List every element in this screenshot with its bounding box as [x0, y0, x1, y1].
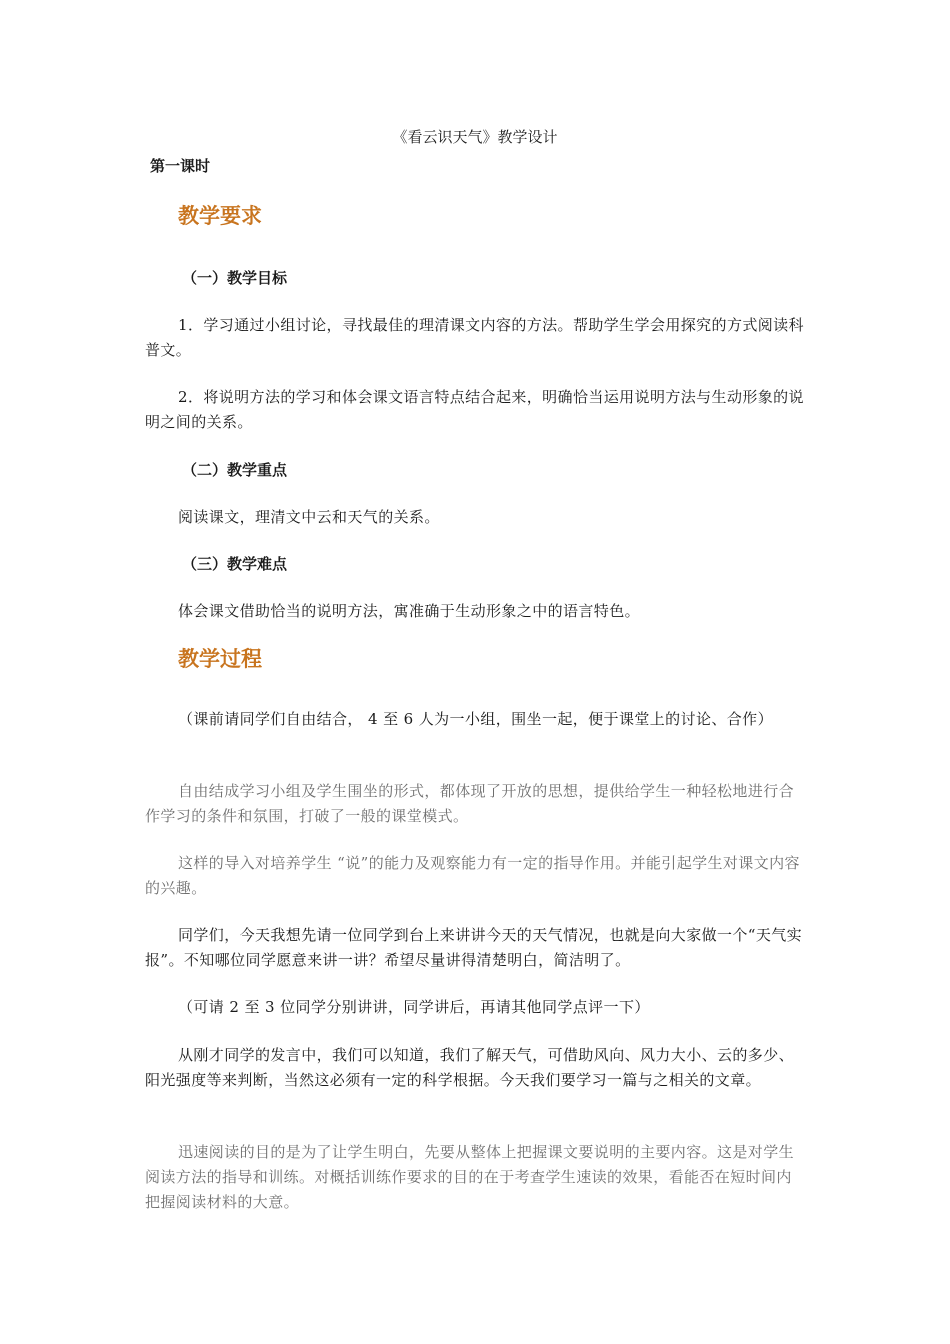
subheading-objectives: （一）教学目标 [182, 269, 288, 287]
process-commentary-1: 自由结成学习小组及学生围坐的形式，都体现了开放的思想，提供给学生一种轻松地进行合作学习的条件和氛围，打破了一般的课堂模式。 [145, 782, 795, 825]
document-title: 《看云识天气》教学设计 [392, 128, 558, 146]
section-heading-requirements: 教学要求 [178, 204, 262, 228]
process-paragraph-3: （可请 2 至 3 位同学分别讲讲，同学讲后，再请其他同学点评一下） [178, 998, 650, 1016]
process-paragraph-2: 同学们，今天我想先请一位同学到台上来讲讲今天的天气情况，也就是向大家做一个“天气实报”。不知哪位同学愿意来讲一讲？希望尽量讲得清楚明白，简洁明了。 [145, 926, 803, 969]
objective-item-2: 2．将说明方法的学习和体会课文语言特点结合起来，明确恰当运用说明方法与生动形象的说明之间的关系。 [145, 388, 804, 431]
process-commentary-3: 迅速阅读的目的是为了让学生明白，先要从整体上把握课文要说明的主要内容。这是对学生阅读方法的指导和训练。对概括训练作要求的目的在于考查学生速读的效果，看能否在短时间内把握阅读材料的大意。 [145, 1143, 795, 1211]
lesson-label: 第一课时 [150, 157, 211, 175]
key-points-text: 阅读课文，理清文中云和天气的关系。 [178, 508, 440, 526]
process-paragraph-1: （课前请同学们自由结合， 4 至 6 人为一小组，围坐一起，便于课堂上的讨论、合作） [178, 710, 773, 728]
objective-item-1: 1．学习通过小组讨论，寻找最佳的理清课文内容的方法。帮助学生学会用探究的方式阅读科普文。 [145, 316, 804, 359]
process-paragraph-4: 从刚才同学的发言中，我们可以知道，我们了解天气，可借助风向、风力大小、云的多少、阳光强度等来判断，当然这必须有一定的科学根据。今天我们要学习一篇与之相关的文章。 [145, 1046, 795, 1089]
process-commentary-2: 这样的导入对培养学生 “说”的能力及观察能力有一定的指导作用。并能引起学生对课文内容的兴趣。 [145, 854, 800, 897]
difficulties-text: 体会课文借助恰当的说明方法，寓准确于生动形象之中的语言特色。 [178, 602, 641, 620]
section-heading-process: 教学过程 [178, 647, 262, 671]
subheading-key-points: （二）教学重点 [182, 461, 288, 479]
subheading-difficulties: （三）教学难点 [182, 555, 288, 573]
